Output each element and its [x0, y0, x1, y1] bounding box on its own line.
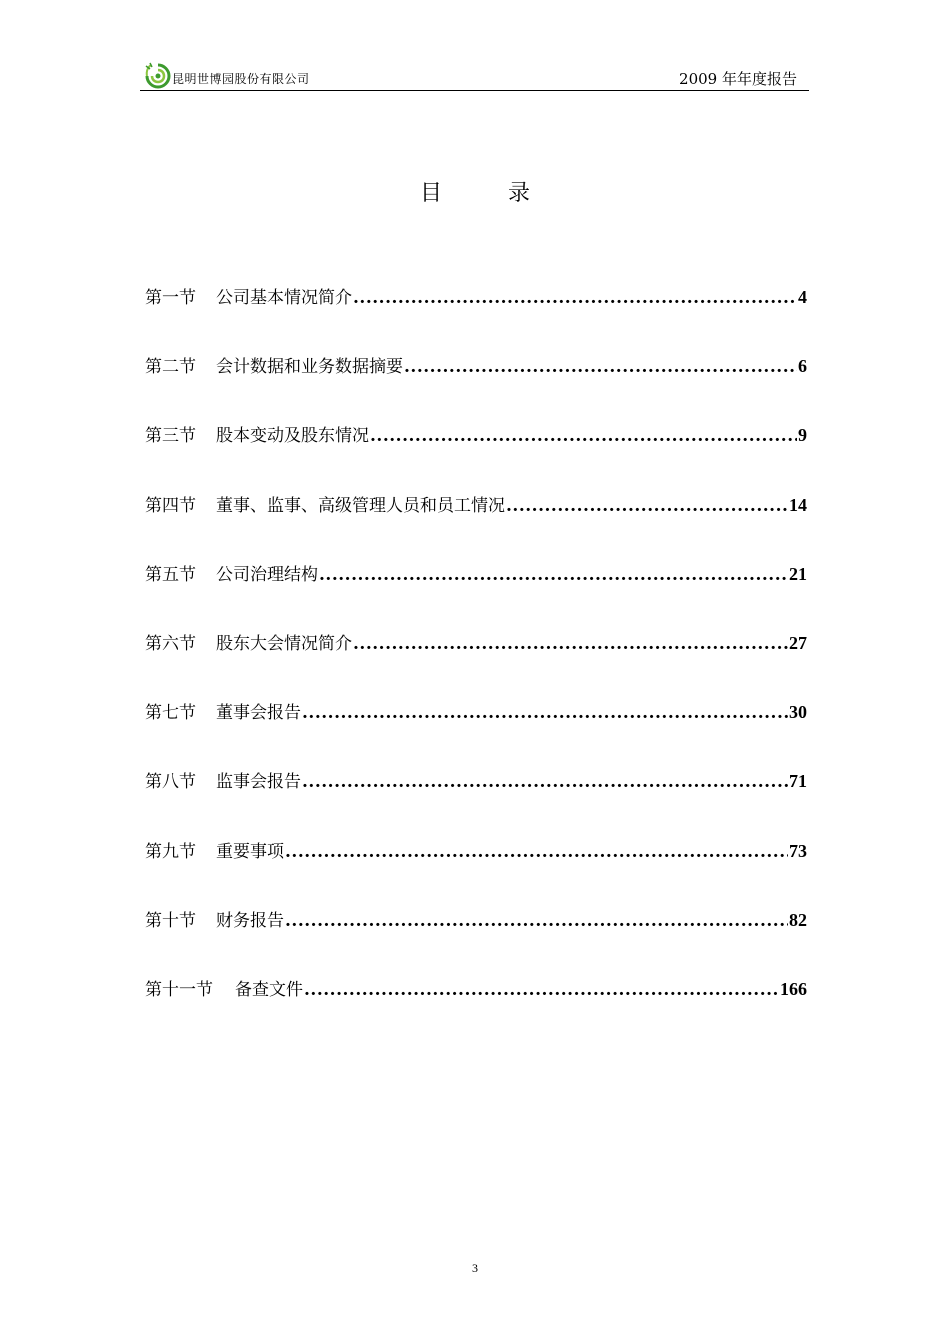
toc-section-number: 第八节: [145, 772, 196, 793]
company-name: 昆明世博园股份有限公司: [172, 72, 310, 86]
toc-leader-dots: [404, 357, 797, 377]
toc-section-number: 第五节: [145, 564, 196, 585]
toc-entry[interactable]: [145, 767, 807, 836]
toc-page-number: 73: [789, 840, 807, 861]
toc-leader-dots: [506, 496, 788, 516]
toc-leader-dots: [353, 288, 797, 308]
table-of-contents: [145, 283, 807, 1044]
toc-leader-dots: [353, 634, 788, 654]
toc-section-label: 股东大会情况简介: [216, 633, 352, 654]
toc-entry[interactable]: [145, 906, 807, 975]
header-rule: [140, 90, 809, 91]
toc-page-number: 30: [789, 702, 807, 723]
toc-page-number: 27: [789, 632, 807, 653]
toc-section-number: 第七节: [145, 703, 196, 724]
toc-page-number: 6: [798, 356, 807, 377]
toc-page-number: 9: [798, 425, 807, 446]
toc-section-number: 第二节: [145, 357, 196, 378]
toc-section-label: 重要事项: [216, 841, 284, 862]
company-logo-icon: [144, 62, 172, 90]
report-title: 2009 年年度报告: [679, 70, 797, 88]
page-header: [140, 60, 809, 92]
toc-section-number: 第九节: [145, 841, 196, 862]
toc-page-number: 166: [780, 978, 807, 999]
toc-leader-dots: [302, 772, 788, 792]
toc-section-number: 第六节: [145, 633, 196, 654]
page-number: 3: [472, 1261, 478, 1275]
toc-page-number: 82: [789, 909, 807, 930]
toc-entry[interactable]: [145, 837, 807, 906]
toc-entry[interactable]: [145, 491, 807, 560]
toc-page-number: 21: [789, 563, 807, 584]
toc-section-number: 第一节: [145, 288, 196, 308]
toc-leader-dots: [304, 980, 779, 1000]
toc-leader-dots: [370, 426, 797, 446]
toc-section-number: 第四节: [145, 495, 196, 516]
toc-entry[interactable]: [145, 975, 807, 1044]
toc-leader-dots: [285, 911, 788, 931]
toc-section-label: 公司基本情况简介: [216, 288, 352, 308]
toc-section-label: 财务报告: [216, 910, 284, 931]
toc-section-label: 监事会报告: [216, 772, 301, 793]
toc-section-label: 公司治理结构: [216, 564, 318, 585]
toc-entry[interactable]: [145, 352, 807, 421]
toc-section-number: 第十节: [145, 910, 196, 931]
toc-title: 目 录: [419, 181, 530, 206]
toc-entry[interactable]: [145, 421, 807, 490]
toc-page-number: 14: [789, 494, 807, 515]
toc-section-label: 董事会报告: [216, 703, 301, 724]
toc-entry[interactable]: [145, 698, 807, 767]
toc-section-number: 第三节: [145, 426, 196, 447]
toc-section-label: 备查文件: [235, 979, 303, 1000]
toc-leader-dots: [319, 565, 788, 585]
toc-entry[interactable]: [145, 283, 807, 352]
toc-section-number: 第十一节: [145, 979, 213, 1000]
toc-page-number: 4: [798, 287, 807, 307]
toc-leader-dots: [285, 842, 788, 862]
toc-page-number: 71: [789, 771, 807, 792]
toc-section-label: 会计数据和业务数据摘要: [216, 357, 403, 378]
toc-section-label: 董事、监事、高级管理人员和员工情况: [216, 495, 505, 516]
toc-entry[interactable]: [145, 629, 807, 698]
toc-entry[interactable]: [145, 560, 807, 629]
toc-section-label: 股本变动及股东情况: [216, 426, 369, 447]
toc-leader-dots: [302, 703, 788, 723]
